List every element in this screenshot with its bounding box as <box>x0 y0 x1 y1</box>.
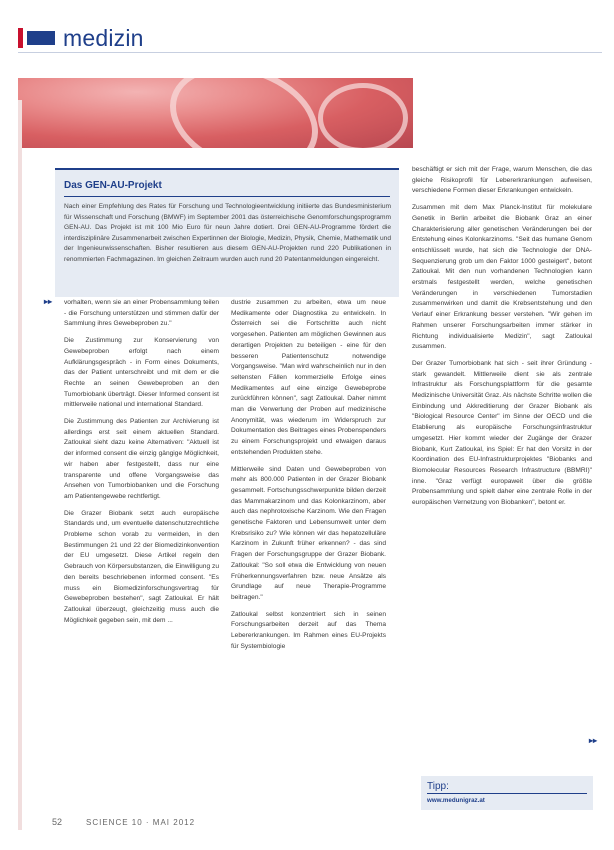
tip-box <box>421 776 593 810</box>
tip-rule <box>427 793 587 794</box>
paragraph: vorhalten, wenn sie an einer Probensammlung teilen - die Forschung unterstützen und stimmen dafür der Sammlung ihres Gewebeproben zu." <box>64 299 219 328</box>
header-photo <box>18 78 413 148</box>
paragraph: Die Zustimmung des Patienten zur Archivierung ist allerdings erst seit einem aktuellen Standard. Zatloukal sieht dazu keine Alternativen: "Aktuell ist der informed consent die einzig gängige Möglichkeit, wir haben aber festgestellt, dass nur eine transparente und offene Vorgangsweise das Ansehen von Tumorbiobanken und die Forschung am Patientengewebe rechtfertigt. <box>64 418 219 500</box>
header-divider <box>18 52 602 53</box>
info-box-rule <box>64 196 390 197</box>
continuation-arrow-icon: ▸▸ <box>44 297 53 306</box>
tip-link[interactable]: www.medunigraz.at <box>427 797 485 804</box>
paragraph: beschäftigt er sich mit der Frage, warum Menschen, die das gleiche Risikoprofil für Lebererkrankungen aufweisen, verschiedene Formen dieser Erkrankungen entwickeln. <box>412 166 592 195</box>
page-edge-strip <box>18 100 22 830</box>
paragraph: Der Grazer Tumorbiobank hat sich - seit ihrer Gründung - stark gewandelt. Mittlerweile dient sie als zentrale Infrastruktur als Forschungsplattform für die gesamte Medizinische Universität Graz. Als nächste Schritte wollen die Einbindung und Akkreditierung der Grazer Biobank als "Biological Resource Center" im Sinne der OECD und die Etablierung als europäische Forschungsinfrastruktur umgesetzt. Hier kommt wieder der Zugänge der Grazer Biobank, Kurt Zatloukal, ins Spiel: Er hat den Vorsitz in der Koordination des EU-Infrastrukturprojektes "Biobanks and Biomolecular Resources Research Infrastructure (BBMRI)" inne. "Graz verfügt europaweit über die größte Probensammlung und spielt daher eine zentrale Rolle in der europäischen Vernetzung von Biobanken", betont er. <box>412 359 592 507</box>
info-box-title: Das GEN-AU-Projekt <box>64 180 162 191</box>
section-title: medizin <box>63 25 144 51</box>
article-column-2 <box>231 298 386 659</box>
info-box-text: Nach einer Empfehlung des Rates für Forschung und Technologieentwicklung initiierte das Bundesministerium für Wissenschaft und Forschung (BMWF) im September 2001 das österreichische Genomforschungsprogramm GEN-AU. Das Projekt ist mit 100 Mio Euro für neun Jahre dotiert. Drei GEN-AU-Programme fördert die interdisziplinäre Zusammenarbeit zwischen Expertinnen der Biologie, Medizin, Physik, Chemie, Mathematik und der Ingenieurwissenschaften. Bisher resultieren aus diesem GEN-AU-Projekten rund 220 Publikationen in renommierten Fachmagazinen. Im gleichen Zeitraum wurden auch rund 20 Patentanmeldungen eingereicht. <box>64 203 391 263</box>
footer-text: SCIENCE 10 · MAI 2012 <box>86 818 196 827</box>
paragraph: Mittlerweile sind Daten und Gewebeproben von mehr als 800.000 Patienten in der Grazer Biobank gesammelt. Fortschungsschwerpunkte bilden derzeit das Mammakarzinom und das Kolonkarzinom, aber auch das nephrotoxische Karzinom. Wie den Fragen genetische Faktoren und Lebensumwelt unter dem Krebsrisiko zu? Wie können wir das hepatozelluläre Karzinom in Zukunft früher erkennen? - das sind Fragen der Forschungsgruppe der Grazer Biobank. Zatloukal: "So soll etwa die Entwicklung von neuen Früherkennungsverfahren bzw. neue Ansätze als Grundlage auf neue Therapie-Programme beitragen." <box>231 465 386 601</box>
section-marker-blue <box>27 31 55 45</box>
paragraph: Zusammen mit dem Max Planck-Institut für molekulare Genetik in Berlin arbeitet die Biobank Graz an einer Charakterisierung aller genetischen Veränderungen bei der Entstehung eines Kolonkarzinoms. "Seit das humane Genom entschlüsselt wurde, hat sich die Technologie der DNA-Sequenzierung grob um den Faktor 1000 gesteigert", betont Zatloukal. Mit den nun vorhandenen Technologien kann erstmals festgestellt werden, welche genetischen Veränderungen in verschiedenen Tumorstadien zusammenwirken und damit die Krebsentstehung und den Verlauf einer Erkrankung besser verstehen. "Wir gehen im Rahmen unserer Forschungsarbeiten immer stärker in Richtung individualisierte Medizin", sagt Zatloukal zusammen. <box>412 204 592 351</box>
page-number: 52 <box>52 817 63 827</box>
info-box <box>55 168 399 297</box>
article-column-1 <box>64 298 219 632</box>
end-arrow-icon: ▸▸ <box>589 736 598 745</box>
section-marker-red <box>18 28 23 48</box>
paragraph: Die Grazer Biobank setzt auch europäische Standards und, um eventuelle datenschutzrechtliche Probleme schon vorab zu vermeiden, in den Bestimmungen 21 und 22 der Biomedizinkonvention der EU umgesetzt. Diese Artikel regeln den Gebrauch von Körpersubstanzen, die Einwilligung zu den bereits beschriebenen informed consent. "Es muss ein Biomedizinforschungsvertrag für Gewebeproben bestehen", sagt Zatloukal. Er hält Zatloukal überzeugt, gleichzeitig muss auch die Möglichkeit gegeben sein, mit dem ... <box>64 509 219 624</box>
paragraph: Die Zustimmung zur Konservierung von Gewebeproben erfolgt nach einem Aufklärungsgespräch - in Form eines Dokuments, das der Patient unterschreibt und mit dem er die Rechte an seinen Gewebeproben an den Tumorbiobank überträgt. Dieser Informed consent ist mittlerweile national und international Standard. <box>64 337 219 409</box>
paragraph: Zatloukal selbst konzentriert sich in seinen Forschungsarbeiten derzeit auf das Thema Lebererkrankungen. Im Rahmen eines EU-Projekts für Systembiologie <box>231 610 386 650</box>
article-column-3 <box>412 165 592 515</box>
paragraph: dustrie zusammen zu arbeiten, etwa um neue Medikamente oder Diagnostika zu entwickeln. In Österreich sei die Fortschritte auch nicht vorgesehen. Patienten am möglichen Gewinnen aus derartigen Projekten zu beteiligen - eine für den besseren Patientenschutz notwendige Vorgangsweise. "Man wird wahrscheinlich nur in den seltensten Fällen kommerzielle Erfolge eines Medikamentes auf eine einzige Gewebeprobe zurückführen können", sagt Zatloukal. Daher nimmt man die Verwertung der Proben auf medizinische Anonymität, was wiederum im Widerspruch zur Dokumentation des Beitrages eines Probenspenders zu einem Forschungsprojekt und etwaigen daraus entstehenden Produkten stehe. <box>231 299 386 456</box>
tip-label: Tipp: <box>427 781 449 792</box>
